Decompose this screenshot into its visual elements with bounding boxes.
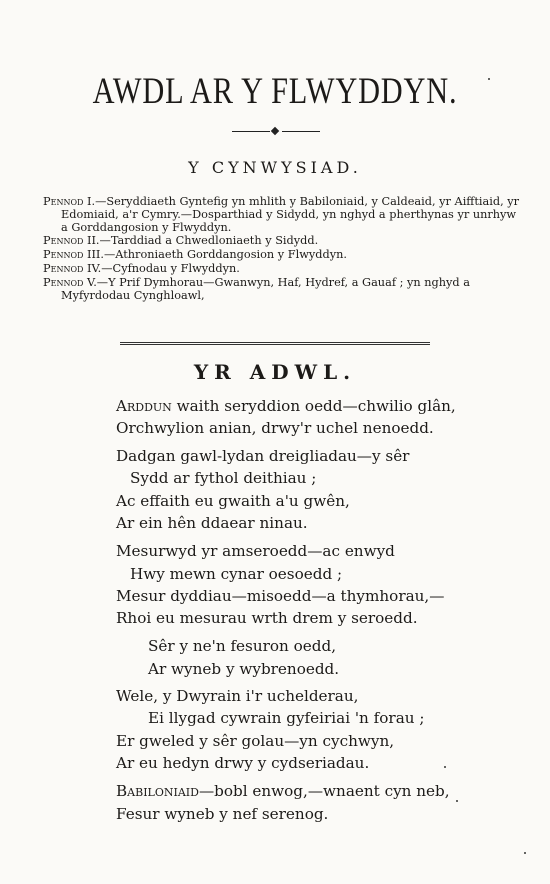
poem-line bbox=[148, 637, 336, 655]
poem-heading: YR ADWL. bbox=[193, 360, 357, 384]
poem-line-text: Ei llygad cywrain gyfeiriai 'n forau ; bbox=[148, 709, 425, 727]
toc-item bbox=[43, 235, 523, 248]
poem-line-text: Orchwylion anian, drwy'r uchel nenoedd. bbox=[116, 419, 434, 437]
poem-line-text: Ar wyneb y wybrenoedd. bbox=[148, 660, 340, 678]
toc-item bbox=[43, 196, 523, 234]
poem-line-text: waith seryddion oedd—chwilio glân, bbox=[171, 397, 456, 415]
poem-line bbox=[116, 754, 369, 772]
toc-chapter-label: Pennod IV. bbox=[43, 261, 102, 275]
poem-line bbox=[116, 419, 434, 437]
poem-line-text: Fesur wyneb y nef serenog. bbox=[116, 805, 329, 823]
poem-line bbox=[116, 587, 444, 605]
poem-line-text: Hwy mewn cynar oesoedd ; bbox=[130, 565, 343, 583]
ornament-diamond-icon bbox=[271, 127, 279, 135]
toc-item bbox=[43, 249, 523, 262]
toc-chapter-label: Pennod I. bbox=[43, 195, 96, 208]
print-speck bbox=[524, 852, 526, 854]
toc-chapter-text: —Y Prif Dymhorau—Gwanwyn, Haf, Hydref, a Gauaf ; yn nghyd a Myfyrdodau Cynghloawl, bbox=[61, 275, 470, 302]
poem-line bbox=[148, 660, 339, 678]
toc-chapter-label: Pennod II. bbox=[43, 234, 100, 248]
poem-line-text: Mesurwyd yr amseroedd—ac enwyd bbox=[116, 542, 395, 560]
poem-line bbox=[116, 492, 350, 510]
poem-line-opening-word: Arddun bbox=[116, 397, 172, 415]
toc-chapter-label: Pennod III. bbox=[43, 248, 104, 262]
toc-chapter-label: Pennod V. bbox=[43, 275, 97, 289]
poem-line bbox=[148, 709, 424, 727]
poem-line-text: Ac effaith eu gwaith a'u gwên, bbox=[116, 492, 350, 510]
poem-line-text: Er gweled y sêr golau—yn cychwyn, bbox=[116, 732, 395, 750]
poem-line bbox=[116, 447, 409, 465]
divider-line bbox=[120, 344, 430, 345]
poem-line bbox=[116, 609, 418, 627]
toc-chapter-text: —Tarddiad a Chwedloniaeth y Sidydd. bbox=[99, 234, 319, 248]
poem-line bbox=[116, 805, 328, 823]
poem-line bbox=[116, 687, 358, 705]
ornament-rule-left bbox=[232, 131, 270, 132]
poem-title: AWDL AR Y FLWYDDYN. bbox=[92, 71, 458, 112]
contents-heading: Y CYNWYSIAD. bbox=[188, 158, 362, 177]
poem-line-text: Dadgan gawl-lydan dreigliadau—y sêr bbox=[116, 447, 410, 465]
poem-line-text: Mesur dyddiau—misoedd—a thymhorau,— bbox=[116, 587, 445, 605]
poem-line-text: Ar eu hedyn drwy y cydseriadau. bbox=[116, 754, 370, 772]
poem-line bbox=[116, 732, 394, 750]
poem-line bbox=[116, 514, 308, 532]
poem-line-text: Ar ein hên ddaear ninau. bbox=[116, 514, 308, 532]
section-divider bbox=[120, 342, 430, 345]
toc-chapter-text: —Athroniaeth Gorddangosion y Flwyddyn. bbox=[103, 248, 347, 262]
poem-line-text: Sydd ar fythol deithiau ; bbox=[130, 469, 317, 487]
poem-line bbox=[130, 469, 316, 487]
toc-item bbox=[43, 277, 523, 303]
poem-line bbox=[116, 542, 395, 560]
poem-line-text: —bobl enwog,—wnaent cyn neb, bbox=[198, 782, 450, 800]
toc-chapter-text: —Seryddiaeth Gyntefig yn mhlith y Babiloniaid, y Caldeaid, yr Aifftiaid, yr Edomiaid, a'r Cymry.—Dosparthiad y Sidydd, yn nghyd a pherthynas yr unrhyw a Gorddangosion y Flwyddyn. bbox=[61, 195, 520, 234]
poem-line-opening-word: Babiloniaid bbox=[116, 782, 199, 800]
print-speck bbox=[444, 766, 446, 768]
poem-line-text: Wele, y Dwyrain i'r uchelderau, bbox=[116, 687, 359, 705]
poem-line-text: Rhoi eu mesurau wrth drem y seroedd. bbox=[116, 609, 418, 627]
title-ornament bbox=[232, 129, 320, 135]
ornament-rule-right bbox=[282, 131, 320, 132]
table-of-contents bbox=[43, 196, 523, 303]
print-speck bbox=[488, 78, 490, 80]
poem-line bbox=[130, 565, 342, 583]
toc-item bbox=[43, 263, 523, 276]
divider-line bbox=[120, 342, 430, 343]
poem-line bbox=[116, 397, 456, 415]
poem-line bbox=[116, 782, 450, 800]
poem-line-text: Sêr y ne'n fesuron oedd, bbox=[148, 637, 337, 655]
toc-chapter-text: —Cyfnodau y Flwyddyn. bbox=[101, 261, 240, 275]
print-speck bbox=[456, 800, 458, 802]
